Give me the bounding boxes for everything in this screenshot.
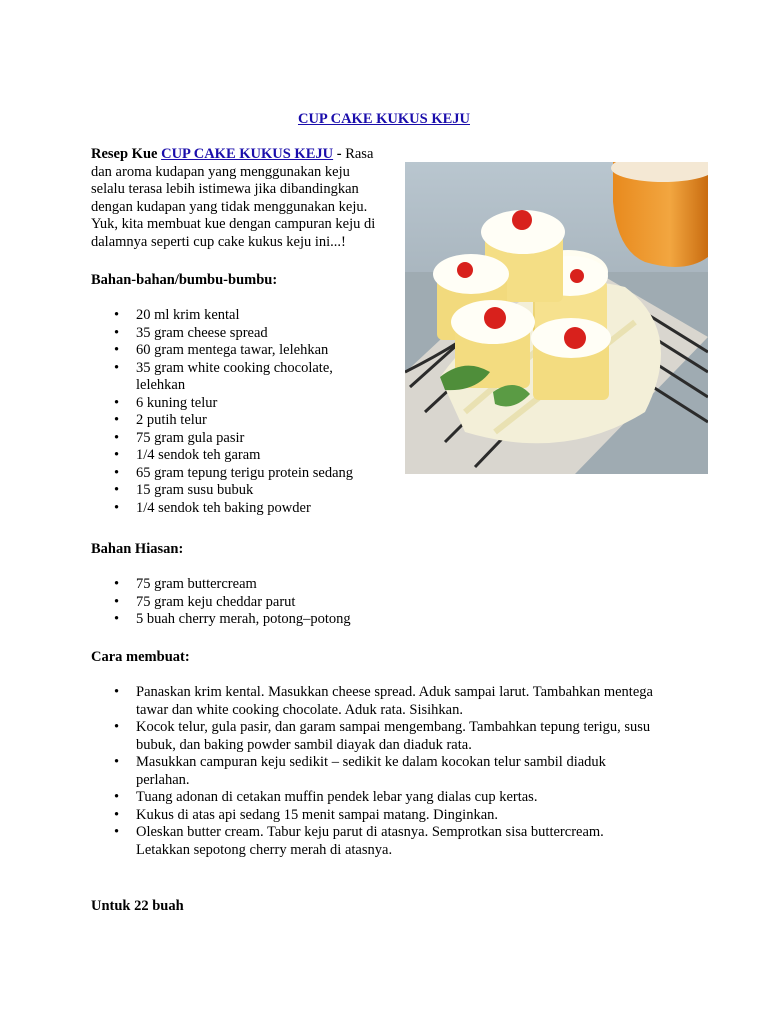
intro-paragraph — [91, 146, 391, 251]
list-item-line: bubuk, dan baking powder sambil diayak dan diaduk rata. — [136, 736, 472, 753]
list-item — [91, 684, 711, 719]
list-item: • 20 ml krim kental — [91, 307, 391, 325]
cupcake-photo — [405, 162, 708, 474]
list-item — [91, 719, 711, 754]
list-item-line: Letakkan sepotong cherry merah di atasnya. — [136, 841, 393, 858]
list-item: • 75 gram gula pasir — [91, 430, 391, 448]
list-item: • 15 gram susu bubuk — [91, 482, 391, 500]
list-item: • 75 gram buttercream — [91, 576, 491, 594]
intro-line-1 — [91, 146, 391, 164]
list-item: • Kukus di atas api sedang 15 menit sampai matang. Dinginkan. — [91, 807, 711, 825]
list-item: • 1/4 sendok teh baking powder — [91, 500, 391, 518]
intro-line: dalamnya seperti cup cake kukus keju ini...! — [91, 233, 346, 250]
list-item: • 6 kuning telur — [91, 395, 391, 413]
intro-line: selalu terasa lebih istimewa jika dibandingkan — [91, 181, 359, 197]
decoration-heading: Bahan Hiasan: — [91, 541, 184, 557]
list-item — [91, 360, 391, 395]
list-item — [91, 754, 711, 789]
list-item-line: • 35 gram white cooking chocolate, — [136, 359, 333, 376]
list-item-line: perlahan. — [136, 771, 190, 788]
list-item-line: tawar dan white cooking chocolate. Aduk rata. Sisihkan. — [136, 701, 463, 718]
method-list — [91, 684, 711, 859]
list-item: • 35 gram cheese spread — [91, 325, 391, 343]
list-item: • 1/4 sendok teh garam — [91, 447, 391, 465]
title-link[interactable]: CUP CAKE KUKUS KEJU — [297, 111, 470, 127]
intro-dash: - — [336, 146, 342, 162]
list-item-line: • Kocok telur, gula pasir, dan garam sampai mengembang. Tambahkan tepung terigu, susu — [136, 719, 651, 735]
decoration-list — [91, 576, 491, 629]
ingredients-list — [91, 307, 391, 517]
intro-line: Yuk, kita membuat kue dengan campuran keju di — [91, 216, 376, 232]
list-item: • 65 gram tepung terigu protein sedang — [91, 465, 391, 483]
yield-text: Untuk 22 buah — [91, 898, 184, 914]
intro-line: dengan kudapan yang tidak menggunakan keju. — [91, 198, 368, 215]
intro-line: dan aroma kudapan yang menggunakan keju — [91, 163, 350, 180]
list-item: • Tuang adonan di cetakan muffin pendek lebar yang dialas cup kertas. — [91, 789, 711, 807]
list-item: • 75 gram keju cheddar parut — [91, 594, 491, 612]
intro-recipe-link[interactable]: CUP CAKE KUKUS KEJU — [161, 146, 334, 162]
list-item: • 60 gram mentega tawar, lelehkan — [91, 342, 391, 360]
list-item-line: • Panaskan krim kental. Masukkan cheese spread. Aduk sampai larut. Tambahkan mentega — [136, 684, 653, 700]
page-title[interactable] — [0, 111, 768, 129]
method-heading: Cara membuat: — [91, 649, 190, 665]
list-item: • 5 buah cherry merah, potong–potong — [91, 611, 491, 629]
list-item-line: • Oleskan butter cream. Tabur keju parut di atasnya. Semprotkan sisa buttercream. — [136, 824, 604, 840]
list-item-line: lelehkan — [136, 377, 186, 393]
list-item-line: • Masukkan campuran keju sedikit – sedikit ke dalam kocokan telur sambil diaduk — [136, 754, 606, 770]
list-item — [91, 824, 711, 859]
ingredients-heading: Bahan-bahan/bumbu-bumbu: — [91, 272, 278, 288]
intro-lead: Resep Kue — [91, 146, 158, 162]
list-item: • 2 putih telur — [91, 412, 391, 430]
intro-line-1-tail: Rasa — [345, 146, 374, 162]
